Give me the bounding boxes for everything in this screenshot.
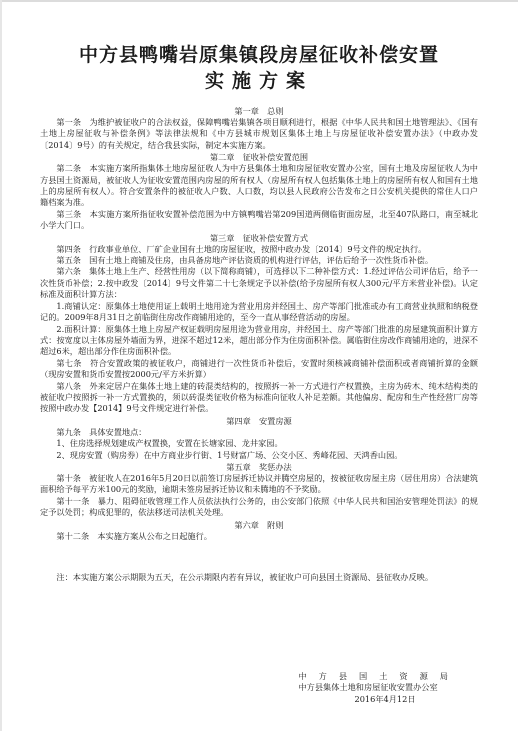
chapter-3-heading: 第三章 征收补偿安置方式 — [209, 232, 309, 243]
public-notice-note: 注：本实施方案公示期限为五天，在公示期限内若有异议，被征收户可向县国土资源局、县征收办反映。 — [56, 572, 434, 582]
article-9-item-1: 1、住房选择规划建成产权置换，安置在长塘家园、龙井家园。 — [56, 438, 283, 449]
article-6-item-2: 2.面积计算：原集体土地上房屋产权证载明房屋用途为营业用房，并经国土、房产等部门批准的房屋建筑面积计算方式：按宽度以主体房屋外墙面为界，进深不超过12米，超出部分作为住房面积补偿。属临街住房改作商铺用途的，进深不超过6米，超出部分作住房面积补偿。 — [40, 323, 478, 357]
article-5: 第五条 国有土地上商铺及住房，由具备房地产评估资质的机构进行评估，评估后给予一次性货币补偿。 — [56, 255, 434, 266]
article-9: 第九条 具体安置地点： — [56, 426, 147, 437]
signature-date: 2016年4月12日 — [354, 693, 416, 704]
article-6: 第六条 集体土地上生产、经营性用房（以下简称商铺），可选择以下二种补偿方式：1.经过评估公司评估后，给予一次性货币补偿；2.按中政发〔2014〕9号文件第二十七条规定予以补偿(给予房屋所有权人300元/平方米营业补偿)。认定标准及面积计算方法： — [40, 266, 478, 300]
article-9-item-2: 2、现房安置（购房券）在中方商业步行街、1号财富广场、公交小区、秀峰花园、天鸿香山园。 — [56, 449, 403, 460]
article-8: 第八条 外来定居户在集体土地上建的砖混类结构的，按照拆一补一方式进行产权置换，主房为砖木、纯木结构类的被征收户按照拆一补一方式置换的，须以砖混类征收价格为标准向征收人补足差额。其他偏房、配房和生产性经营厂房等按照中政办发【2014】9号文件规定进行补偿。 — [40, 380, 478, 414]
page-edge-left — [0, 0, 2, 731]
chapter-4-heading: 第四章 安置房源 — [226, 415, 292, 426]
signature-org-land-bureau: 中方县国土资源局 — [298, 671, 460, 681]
page-edge-top — [0, 0, 518, 2]
document-body — [40, 106, 478, 542]
article-7: 第七条 符合安置政策的被征收户，商铺进行一次性货币补偿后，安置时须核减商铺补偿面积或者商铺折算的金额（现房安置和货币安置按2000元/平方米折算） — [40, 357, 478, 380]
chapter-2-heading: 第二章 征收补偿安置范围 — [209, 152, 309, 163]
chapter-5-heading: 第五章 奖惩办法 — [226, 461, 292, 472]
article-11: 第十一条 暴力、阻碍征收管理工作人员依法执行公务的，由公安部门依照《中华人民共和国治安管理处罚法》的规定予以处罚；构成犯罪的，依法移送司法机关处理。 — [40, 495, 478, 518]
signature-block — [298, 671, 460, 705]
article-10: 第十条 被征收人在2016年5月20日以前签订房屋拆迁协议并腾空房屋的，按被征收房屋主房（居住用房）合法建筑面积给予每平方米100元的奖励，逾期未签房屋拆迁协议和未腾地的不予奖励。 — [40, 472, 478, 495]
chapter-1-heading: 第一章 总则 — [234, 106, 284, 116]
chapter-6-heading: 第六章 附则 — [234, 519, 284, 530]
document-title: 中方县鸭嘴岩原集镇段房屋征收补偿安置 — [78, 44, 439, 66]
article-6-item-1: 1.商铺认定：原集体土地使用证上载明土地用途为营业用房并经国土、房产等部门批准或办有工商营业执照和纳税登记的。2009年8月31日之前临街住房改作商铺用途的，至今一直从事经营活动的房屋。 — [40, 300, 478, 323]
article-1: 第一条 为维护被征收户的合法权益，保障鸭嘴岩集镇各项目顺利进行，根据《中华人民共和国土地管理法》、《国有土地上房屋征收与补偿条例》等法律法规和《中方县城市规划区集体土地上与房屋征收补偿安置办法》（中政办发〔2014〕9号）的有关规定，结合我县实际，制定本实施方案。 — [40, 117, 478, 150]
article-12: 第十二条 本实施方案从公布之日起施行。 — [56, 530, 212, 541]
signature-org-expropriation-office: 中方县集体土地和房屋征收安置办公室 — [298, 682, 438, 693]
article-4: 第四条 行政事业单位、厂矿企业国有土地的房屋征收，按照中政办发〔2014〕9号文件的规定执行。 — [56, 243, 427, 254]
article-2: 第二条 本实施方案所指集体土地房屋征收人为中方县集体土地和房屋征收安置办公室，国有土地及房屋征收人为中方县国土资源局，被征收人为征收安置范围内房屋的所有权人（房屋所有权人包括集体土地上的房屋所有权人和国有土地上的房屋所有权人）。符合安置条件的被征收人户数、人口数，均以县人民政府公告发布之日公安机关提供的常住人口户籍档案为准。 — [40, 163, 478, 208]
document-subtitle: 实施方案 — [204, 70, 313, 92]
article-3: 第三条 本实施方案所指征收安置补偿范围为中方镇鸭嘴岩第209国道两侧临街面房屋，北至407队路口，南至城北小学大门口。 — [40, 208, 478, 231]
spacer — [40, 542, 478, 572]
